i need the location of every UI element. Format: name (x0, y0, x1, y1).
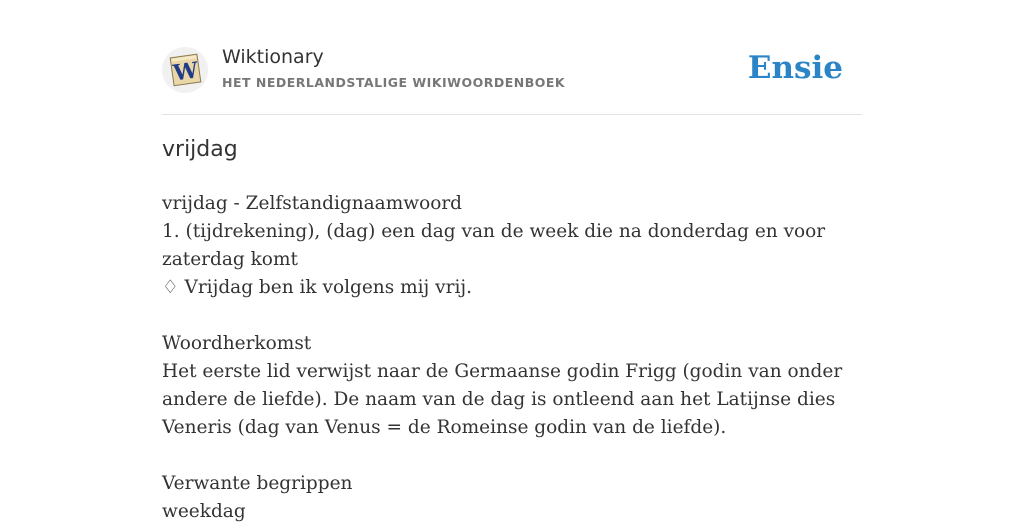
entry-content (162, 190, 862, 526)
example-sentence: ♢ Vrijdag ben ik volgens mij vrij. (162, 277, 473, 298)
spacer (162, 442, 862, 470)
entry-title: vrijdag (162, 137, 238, 162)
definition: 1. (tijdrekening), (dag) een dag van de week die na donderdag en voor zaterdag komt (162, 221, 832, 270)
etymology-text: Het eerste lid verwijst naar de Germaanse godin Frigg (godin van onder andere de liefde). De naam van de dag is ontleend aan het Latijnse dies Veneris (dag van Venus = de Romeinse godin van de liefde). (162, 361, 849, 438)
svg-text:W: W (171, 57, 200, 87)
site-header (162, 44, 862, 115)
site-subtitle: HET NEDERLANDSTALIGE WIKIWOORDENBOEK (222, 75, 566, 90)
part-of-speech-line: vrijdag - Zelfstandignaamwoord (162, 193, 463, 214)
spacer (162, 302, 862, 330)
related-term[interactable]: weekdag (162, 501, 246, 522)
related-heading: Verwante begrippen (162, 473, 353, 494)
etymology-heading: Woordherkomst (162, 333, 312, 354)
site-name[interactable]: Wiktionary (222, 46, 324, 68)
wiktionary-logo-icon[interactable] (162, 47, 208, 93)
ensie-brand-logo[interactable]: Ensie (747, 50, 843, 86)
